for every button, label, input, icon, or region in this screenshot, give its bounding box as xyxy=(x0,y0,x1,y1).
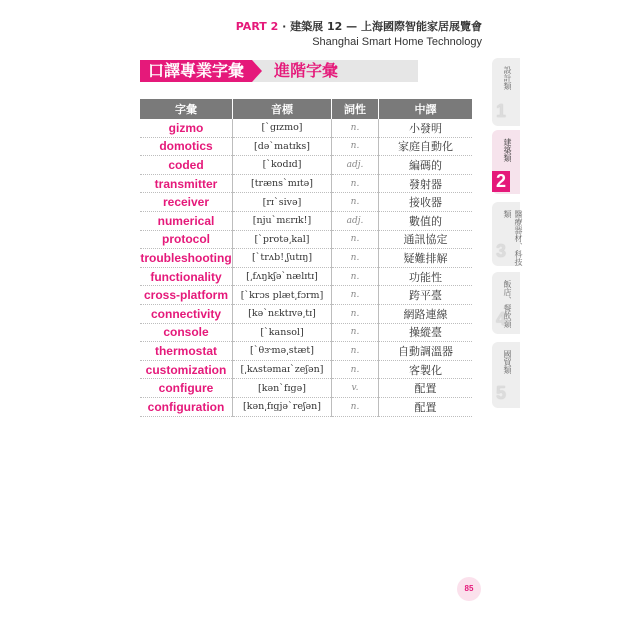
word-cell: configure xyxy=(140,379,233,398)
translation-cell: 數值的 xyxy=(379,211,473,230)
translation-cell: 功能性 xyxy=(379,267,473,286)
part-of-speech-cell: n. xyxy=(332,360,379,379)
vocabulary-table xyxy=(140,99,472,417)
phonetic-cell: [ˋgɪzmo] xyxy=(233,119,332,137)
translation-cell: 配置 xyxy=(379,397,473,416)
part-of-speech-cell: n. xyxy=(332,119,379,137)
word-cell: troubleshooting xyxy=(140,249,233,268)
side-tab-number: 1 xyxy=(496,101,507,121)
title-right: 進階字彙 xyxy=(252,60,418,82)
side-tab-medical[interactable] xyxy=(492,202,523,266)
section-title xyxy=(140,60,418,82)
part-of-speech-cell: adj. xyxy=(332,211,379,230)
part-of-speech-cell: n. xyxy=(332,267,379,286)
part-of-speech-cell: n. xyxy=(332,174,379,193)
phonetic-cell: [kən͵fɪgjəˋreʃən] xyxy=(233,397,332,416)
part-of-speech-cell: n. xyxy=(332,193,379,212)
side-tab-label: 設計類 xyxy=(503,66,512,90)
phonetic-cell: [trænsˋmɪtə] xyxy=(233,174,332,193)
phonetic-cell: [njuˋmɛrɪk!] xyxy=(233,211,332,230)
table-row xyxy=(140,360,472,379)
table-row xyxy=(140,211,472,230)
phonetic-cell: [dəˋmatɪks] xyxy=(233,137,332,156)
word-cell: domotics xyxy=(140,137,233,156)
phonetic-cell: [ˋkrɔs plæt͵fɔrm] xyxy=(233,286,332,305)
table-row xyxy=(140,304,472,323)
page-number: 85 xyxy=(457,577,481,601)
word-cell: customization xyxy=(140,360,233,379)
phonetic-cell: [ˋkansol] xyxy=(233,323,332,342)
side-tab-architecture[interactable] xyxy=(492,130,520,194)
table-row xyxy=(140,249,472,268)
translation-cell: 接收器 xyxy=(379,193,473,212)
translation-cell: 自動調溫器 xyxy=(379,342,473,361)
table-row xyxy=(140,379,472,398)
title-left: 口譯專業字彙 xyxy=(140,60,252,82)
side-tab-label: 國貿類 xyxy=(503,350,512,374)
header-section: 建築展 xyxy=(290,20,324,33)
translation-cell: 操縱臺 xyxy=(379,323,473,342)
side-tab-design[interactable] xyxy=(492,58,520,126)
translation-cell: 配置 xyxy=(379,379,473,398)
table-row xyxy=(140,193,472,212)
translation-cell: 編碼的 xyxy=(379,156,473,175)
word-cell: connectivity xyxy=(140,304,233,323)
header-separator: · xyxy=(282,20,287,33)
phonetic-cell: [kənˋfɪgə] xyxy=(233,379,332,398)
table-row xyxy=(140,267,472,286)
phonetic-cell: [͵kʌstəmaɪˋzeʃən] xyxy=(233,360,332,379)
part-of-speech-cell: n. xyxy=(332,397,379,416)
header-event-zh: 上海國際智能家居展覽會 xyxy=(361,20,482,33)
table-row xyxy=(140,119,472,137)
part-of-speech-cell: n. xyxy=(332,230,379,249)
column-header-ipa: 音標 xyxy=(233,99,332,119)
header-line1 xyxy=(236,18,482,34)
header-event-en: Shanghai Smart Home Technology xyxy=(312,36,482,48)
page-header xyxy=(236,18,482,48)
header-part: PART 2 xyxy=(235,20,279,33)
phonetic-cell: [kəˋnɛktɪvə͵tɪ] xyxy=(233,304,332,323)
translation-cell: 通訊協定 xyxy=(379,230,473,249)
translation-cell: 客製化 xyxy=(379,360,473,379)
table-row xyxy=(140,342,472,361)
column-header-zh: 中譯 xyxy=(379,99,473,119)
side-tab-hotel[interactable] xyxy=(492,272,520,334)
table-row xyxy=(140,397,472,416)
translation-cell: 發射器 xyxy=(379,174,473,193)
word-cell: configuration xyxy=(140,397,233,416)
phonetic-cell: [rɪˋsivə] xyxy=(233,193,332,212)
side-tab-number: 2 xyxy=(492,171,510,192)
part-of-speech-cell: adj. xyxy=(332,156,379,175)
side-tab-label: 飯店、餐飲類 xyxy=(503,280,512,328)
word-cell: cross-platform xyxy=(140,286,233,305)
header-dash: — xyxy=(346,20,358,33)
part-of-speech-cell: v. xyxy=(332,379,379,398)
table-row xyxy=(140,286,472,305)
phonetic-cell: [ˋkodɪd] xyxy=(233,156,332,175)
side-tab-trade[interactable] xyxy=(492,342,520,408)
word-cell: console xyxy=(140,323,233,342)
word-cell: functionality xyxy=(140,267,233,286)
side-tab-label: 建築類 xyxy=(503,138,512,162)
phonetic-cell: [ˋtrʌb!͵ʃutɪŋ] xyxy=(233,249,332,268)
table-header-row xyxy=(140,99,472,119)
part-of-speech-cell: n. xyxy=(332,304,379,323)
part-of-speech-cell: n. xyxy=(332,249,379,268)
table-row xyxy=(140,230,472,249)
word-cell: coded xyxy=(140,156,233,175)
side-tab-number: 5 xyxy=(496,383,507,403)
part-of-speech-cell: n. xyxy=(332,323,379,342)
side-tab-label: 醫療器材、科技類 xyxy=(503,210,523,266)
table-row xyxy=(140,323,472,342)
word-cell: thermostat xyxy=(140,342,233,361)
word-cell: gizmo xyxy=(140,119,233,137)
part-of-speech-cell: n. xyxy=(332,342,379,361)
word-cell: protocol xyxy=(140,230,233,249)
table-row xyxy=(140,137,472,156)
side-tab-number: 4 xyxy=(496,309,507,329)
word-cell: transmitter xyxy=(140,174,233,193)
header-number: 12 xyxy=(327,20,343,33)
translation-cell: 家庭自動化 xyxy=(379,137,473,156)
word-cell: receiver xyxy=(140,193,233,212)
table-row xyxy=(140,156,472,175)
column-header-word: 字彙 xyxy=(140,99,233,119)
phonetic-cell: [͵fʌŋkʃəˋnælɪtɪ] xyxy=(233,267,332,286)
column-header-pos: 詞性 xyxy=(332,99,379,119)
phonetic-cell: [ˋprotə͵kal] xyxy=(233,230,332,249)
translation-cell: 網路連線 xyxy=(379,304,473,323)
side-tab-number: 3 xyxy=(496,241,507,261)
word-cell: numerical xyxy=(140,211,233,230)
table-row xyxy=(140,174,472,193)
translation-cell: 小發明 xyxy=(379,119,473,137)
translation-cell: 疑難排解 xyxy=(379,249,473,268)
phonetic-cell: [ˋθɝmə͵stæt] xyxy=(233,342,332,361)
part-of-speech-cell: n. xyxy=(332,286,379,305)
translation-cell: 跨平臺 xyxy=(379,286,473,305)
part-of-speech-cell: n. xyxy=(332,137,379,156)
